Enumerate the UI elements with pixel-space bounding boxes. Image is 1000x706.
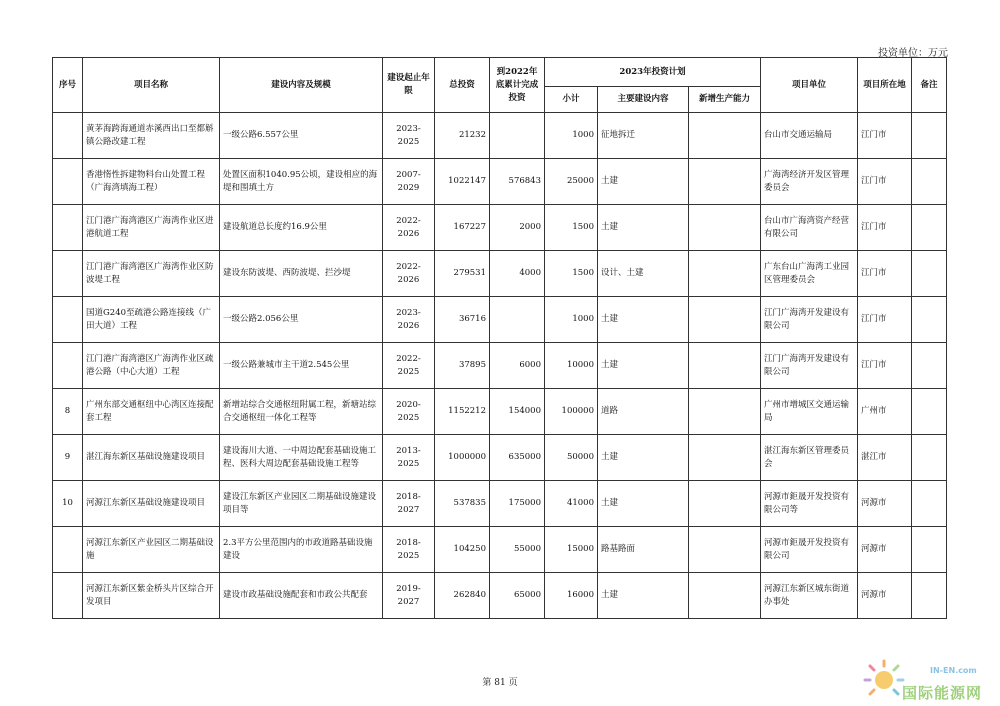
row-total: 1152212 <box>435 389 490 435</box>
row-main-content: 土建 <box>598 573 689 619</box>
row-content: 建设江东新区产业园区二期基础设施建设项目等 <box>220 481 383 527</box>
row-remark <box>912 159 947 205</box>
row-subtotal: 16000 <box>545 573 598 619</box>
row-unit: 河源市鉅晟开发投资有限公司 <box>761 527 858 573</box>
row-subtotal: 50000 <box>545 435 598 481</box>
row-completed: 576843 <box>490 159 545 205</box>
row-new-capacity <box>689 205 761 251</box>
row-period: 2018-2027 <box>383 481 435 527</box>
row-total: 104250 <box>435 527 490 573</box>
row-main-content: 土建 <box>598 435 689 481</box>
watermark-domain: IN-EN.com <box>930 666 977 675</box>
row-subtotal: 15000 <box>545 527 598 573</box>
row-content: 处置区面积1040.95公顷，建设相应的海堤和围填土方 <box>220 159 383 205</box>
row-new-capacity <box>689 573 761 619</box>
row-new-capacity <box>689 389 761 435</box>
row-total: 537835 <box>435 481 490 527</box>
row-completed: 635000 <box>490 435 545 481</box>
row-period: 2023-2026 <box>383 297 435 343</box>
row-period: 2007-2029 <box>383 159 435 205</box>
row-main-content: 设计、土建 <box>598 251 689 297</box>
row-seq <box>53 573 83 619</box>
row-remark <box>912 435 947 481</box>
row-new-capacity <box>689 343 761 389</box>
row-remark <box>912 481 947 527</box>
investment-unit-note: 投资单位：万元 <box>878 48 948 59</box>
row-new-capacity <box>689 297 761 343</box>
row-subtotal: 41000 <box>545 481 598 527</box>
row-remark <box>912 251 947 297</box>
header-row <box>53 58 947 87</box>
row-main-content: 土建 <box>598 481 689 527</box>
row-location: 江门市 <box>858 159 912 205</box>
investment-table <box>52 57 947 619</box>
row-seq <box>53 527 83 573</box>
row-name: 黄茅海跨海通道赤溪西出口至都斛镇公路改建工程 <box>83 113 220 159</box>
row-new-capacity <box>689 527 761 573</box>
row-subtotal: 1500 <box>545 251 598 297</box>
row-name: 河源江东新区基础设施建设项目 <box>83 481 220 527</box>
row-seq <box>53 113 83 159</box>
row-name: 河源江东新区紫金桥头片区综合开发项目 <box>83 573 220 619</box>
row-main-content: 道路 <box>598 389 689 435</box>
table-row <box>53 481 947 527</box>
row-total: 279531 <box>435 251 490 297</box>
header-plan-2023: 2023年投资计划 <box>545 58 761 87</box>
row-completed: 2000 <box>490 205 545 251</box>
row-subtotal: 10000 <box>545 343 598 389</box>
row-completed: 6000 <box>490 343 545 389</box>
row-content: 建设航道总长度约16.9公里 <box>220 205 383 251</box>
row-main-content: 土建 <box>598 159 689 205</box>
row-unit: 台山市交通运输局 <box>761 113 858 159</box>
row-period: 2019-2027 <box>383 573 435 619</box>
table-row <box>53 159 947 205</box>
row-content: 2.3平方公里范围内的市政道路基础设施建设 <box>220 527 383 573</box>
row-completed: 175000 <box>490 481 545 527</box>
row-unit: 湛江海东新区管理委员会 <box>761 435 858 481</box>
row-total: 1000000 <box>435 435 490 481</box>
row-seq <box>53 159 83 205</box>
row-remark <box>912 573 947 619</box>
table-row <box>53 573 947 619</box>
row-seq: 9 <box>53 435 83 481</box>
row-completed <box>490 297 545 343</box>
row-period: 2018-2025 <box>383 527 435 573</box>
table-row <box>53 527 947 573</box>
row-content: 新增站综合交通枢纽附属工程，新塘站综合交通枢纽一体化工程等 <box>220 389 383 435</box>
header-subtotal: 小计 <box>545 87 598 113</box>
row-location: 湛江市 <box>858 435 912 481</box>
header-seq: 序号 <box>53 58 83 113</box>
row-location: 江门市 <box>858 205 912 251</box>
row-location: 江门市 <box>858 113 912 159</box>
row-unit: 河源江东新区城东街道办事处 <box>761 573 858 619</box>
row-location: 江门市 <box>858 297 912 343</box>
row-seq <box>53 297 83 343</box>
row-seq <box>53 205 83 251</box>
header-content: 建设内容及规模 <box>220 58 383 113</box>
row-unit: 江门广海湾开发建设有限公司 <box>761 297 858 343</box>
row-unit: 广东台山广海湾工业园区管理委员会 <box>761 251 858 297</box>
header-location: 项目所在地 <box>858 58 912 113</box>
row-name: 江门港广海湾港区广海湾作业区疏港公路（中心大道）工程 <box>83 343 220 389</box>
row-location: 河源市 <box>858 573 912 619</box>
row-subtotal: 100000 <box>545 389 598 435</box>
table-row <box>53 205 947 251</box>
row-unit: 江门广海湾开发建设有限公司 <box>761 343 858 389</box>
row-content: 建设东防波堤、西防波堤、拦沙堤 <box>220 251 383 297</box>
row-completed: 55000 <box>490 527 545 573</box>
row-new-capacity <box>689 251 761 297</box>
row-name: 江门港广海湾港区广海湾作业区防波堤工程 <box>83 251 220 297</box>
row-remark <box>912 527 947 573</box>
row-name: 江门港广海湾港区广海湾作业区进港航道工程 <box>83 205 220 251</box>
row-main-content: 土建 <box>598 205 689 251</box>
row-unit: 广州市增城区交通运输局 <box>761 389 858 435</box>
row-total: 167227 <box>435 205 490 251</box>
row-name: 香港惰性拆建物料台山处置工程（广海湾填海工程） <box>83 159 220 205</box>
row-main-content: 土建 <box>598 297 689 343</box>
page-number: 第 81 页 <box>482 678 518 688</box>
table-row <box>53 435 947 481</box>
row-content: 一级公路6.557公里 <box>220 113 383 159</box>
row-total: 262840 <box>435 573 490 619</box>
row-completed: 4000 <box>490 251 545 297</box>
table-row <box>53 343 947 389</box>
row-content: 一级公路2.056公里 <box>220 297 383 343</box>
row-seq <box>53 343 83 389</box>
header-total: 总投资 <box>435 58 490 113</box>
row-name: 广州东部交通枢纽中心湾区连接配套工程 <box>83 389 220 435</box>
row-location: 江门市 <box>858 251 912 297</box>
row-period: 2022-2025 <box>383 343 435 389</box>
row-seq: 10 <box>53 481 83 527</box>
row-completed <box>490 113 545 159</box>
row-unit: 台山市广海湾资产经营有限公司 <box>761 205 858 251</box>
row-period: 2023-2025 <box>383 113 435 159</box>
header-name: 项目名称 <box>83 58 220 113</box>
table-row <box>53 113 947 159</box>
row-name: 湛江海东新区基础设施建设项目 <box>83 435 220 481</box>
row-new-capacity <box>689 435 761 481</box>
row-seq <box>53 251 83 297</box>
row-period: 2022-2026 <box>383 205 435 251</box>
row-content: 建设市政基础设施配套和市政公共配套 <box>220 573 383 619</box>
header-main-content: 主要建设内容 <box>598 87 689 113</box>
header-new-capacity: 新增生产能力 <box>689 87 761 113</box>
row-remark <box>912 343 947 389</box>
row-subtotal: 1000 <box>545 297 598 343</box>
row-content: 一级公路兼城市主干道2.545公里 <box>220 343 383 389</box>
table-row <box>53 297 947 343</box>
row-location: 江门市 <box>858 343 912 389</box>
row-location: 广州市 <box>858 389 912 435</box>
row-new-capacity <box>689 159 761 205</box>
row-remark <box>912 297 947 343</box>
row-new-capacity <box>689 481 761 527</box>
header-period: 建设起止年限 <box>383 58 435 113</box>
header-remark: 备注 <box>912 58 947 113</box>
header-completed: 到2022年底累计完成投资 <box>490 58 545 113</box>
row-subtotal: 25000 <box>545 159 598 205</box>
row-period: 2013-2025 <box>383 435 435 481</box>
row-name: 国道G240至疏港公路连接线（广田大道）工程 <box>83 297 220 343</box>
row-name: 河源江东新区产业园区二期基础设施 <box>83 527 220 573</box>
header-unit: 项目单位 <box>761 58 858 113</box>
row-remark <box>912 205 947 251</box>
row-total: 21232 <box>435 113 490 159</box>
row-total: 1022147 <box>435 159 490 205</box>
row-unit: 广海湾经济开发区管理委员会 <box>761 159 858 205</box>
watermark-brand: 国际能源网 <box>902 684 983 702</box>
row-unit: 河源市鉅晟开发投资有限公司等 <box>761 481 858 527</box>
row-main-content: 路基路面 <box>598 527 689 573</box>
table-row <box>53 251 947 297</box>
row-seq: 8 <box>53 389 83 435</box>
row-location: 河源市 <box>858 481 912 527</box>
row-subtotal: 1000 <box>545 113 598 159</box>
row-completed: 65000 <box>490 573 545 619</box>
row-completed: 154000 <box>490 389 545 435</box>
row-main-content: 土建 <box>598 343 689 389</box>
table-row <box>53 389 947 435</box>
row-content: 建设海川大道、一中周边配套基础设施工程、医科大周边配套基础设施工程等 <box>220 435 383 481</box>
row-new-capacity <box>689 113 761 159</box>
row-period: 2020-2025 <box>383 389 435 435</box>
row-remark <box>912 113 947 159</box>
row-subtotal: 1500 <box>545 205 598 251</box>
row-total: 36716 <box>435 297 490 343</box>
row-location: 河源市 <box>858 527 912 573</box>
row-remark <box>912 389 947 435</box>
row-period: 2022-2026 <box>383 251 435 297</box>
row-main-content: 征地拆迁 <box>598 113 689 159</box>
row-total: 37895 <box>435 343 490 389</box>
